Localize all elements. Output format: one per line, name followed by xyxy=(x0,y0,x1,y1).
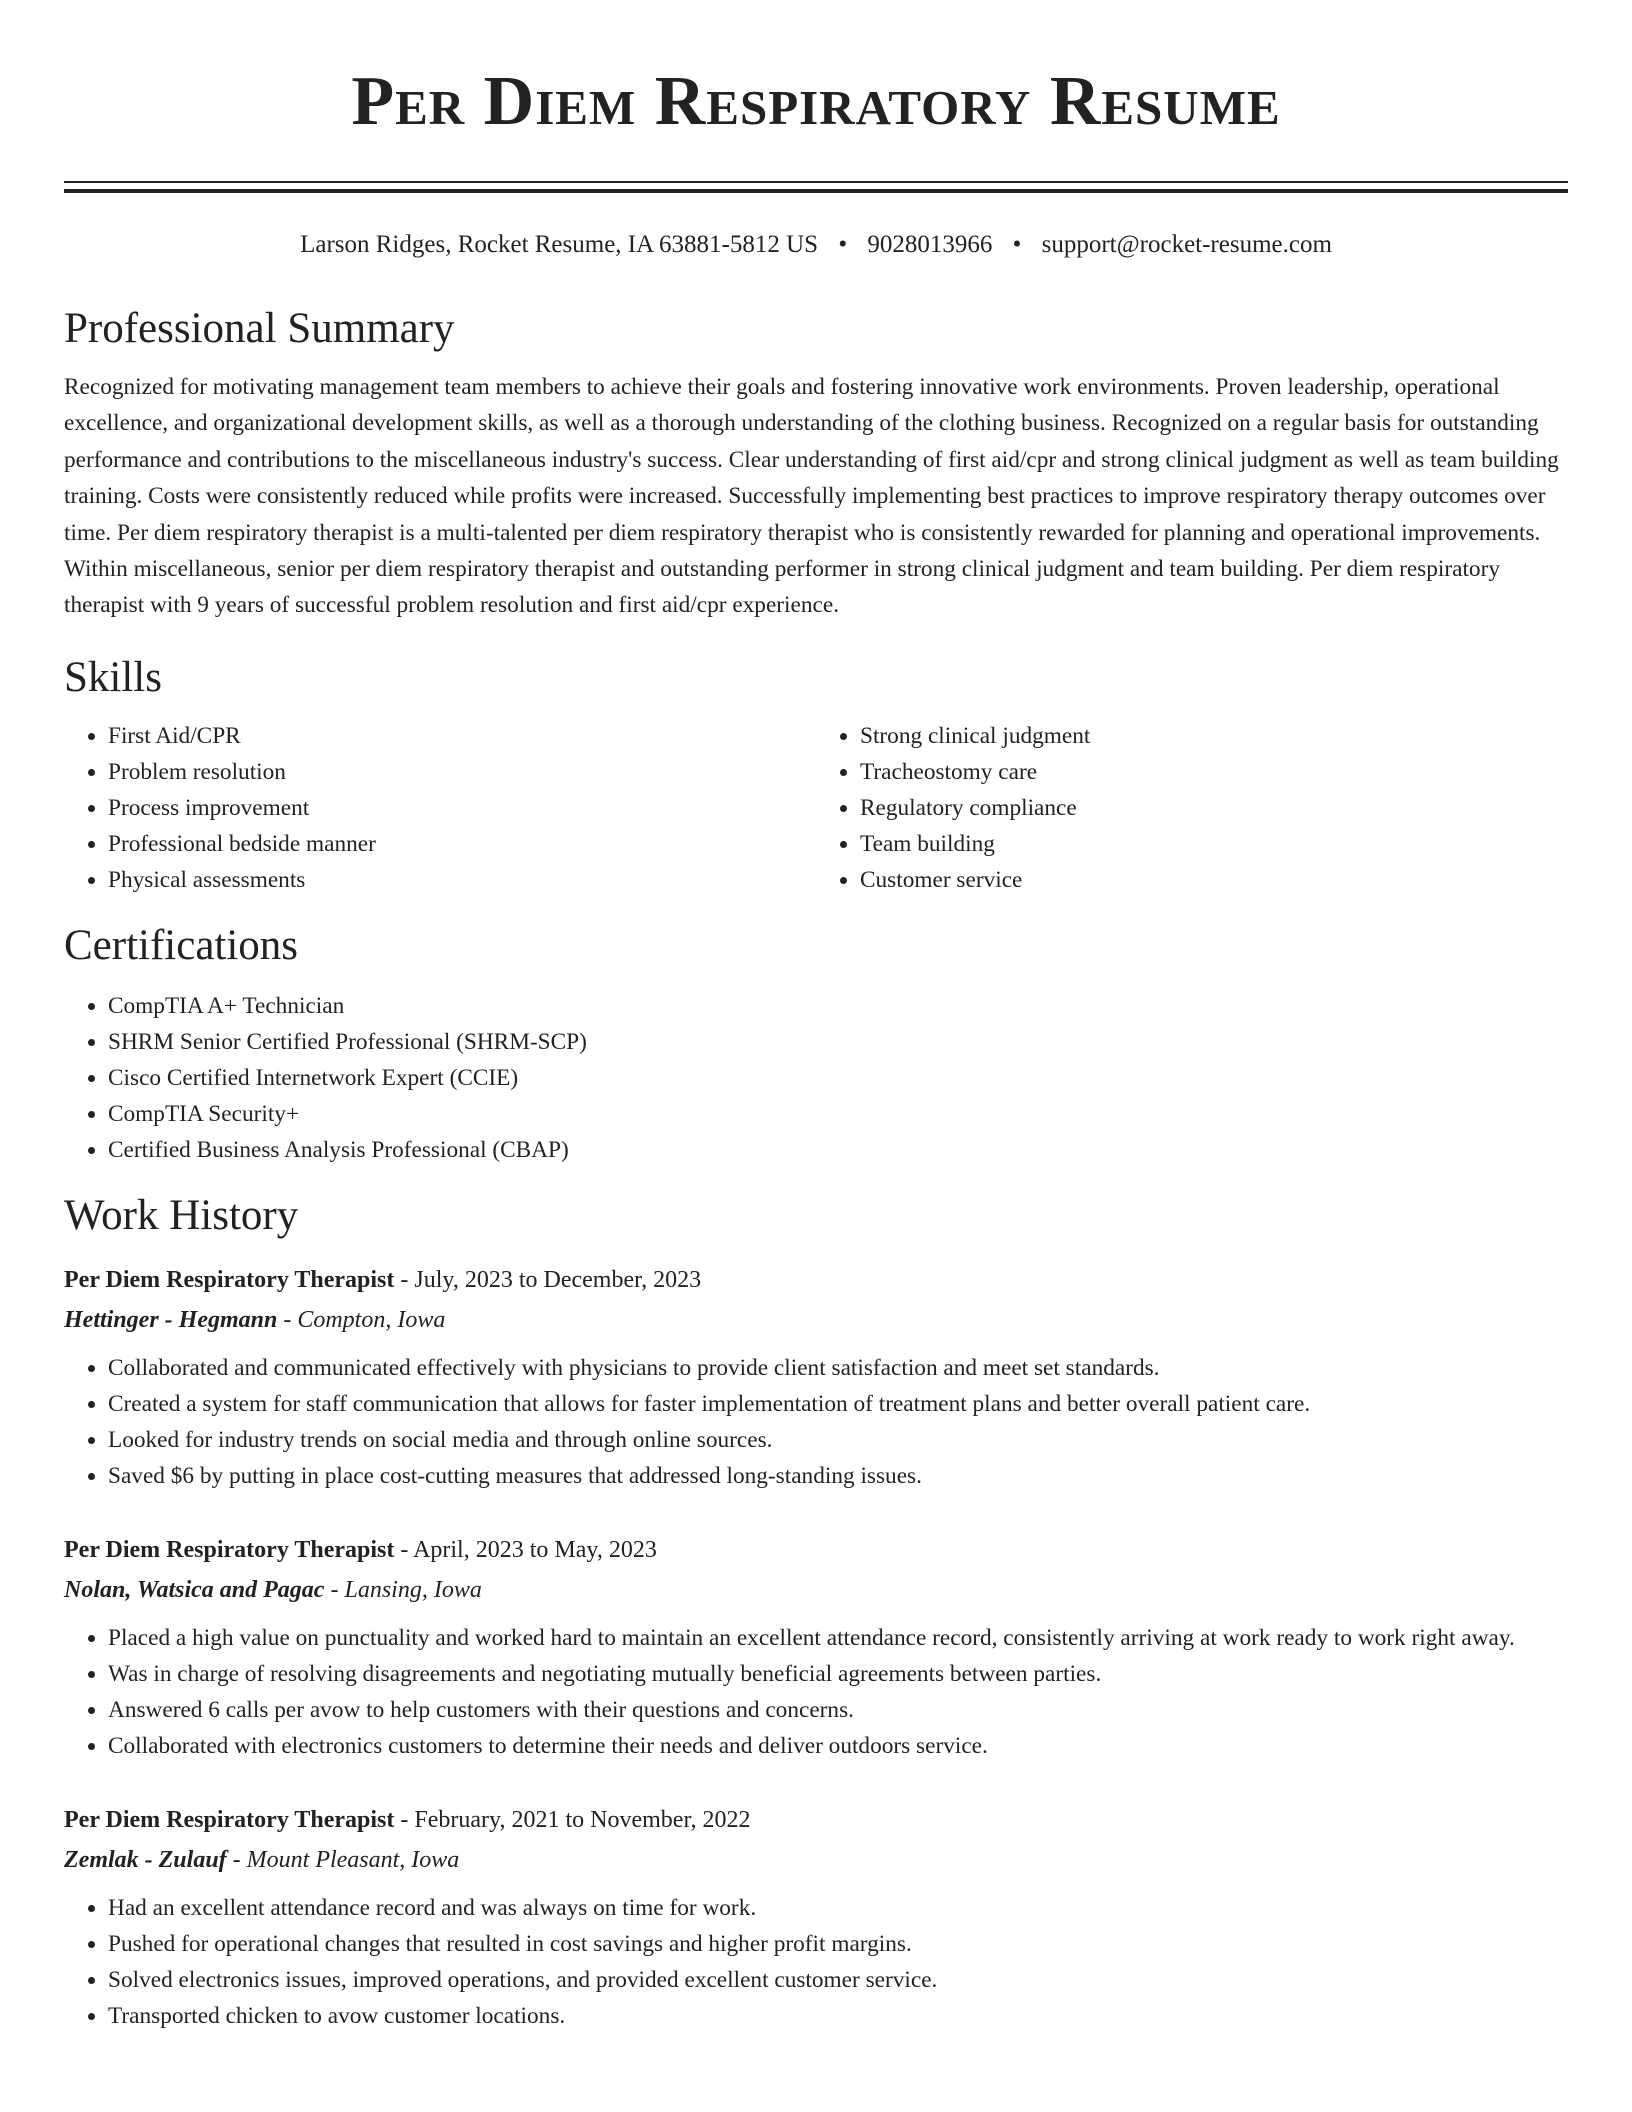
certification-item: • Certified Business Analysis Professional (CBAP) xyxy=(108,1132,1568,1168)
job-dates: April, 2023 to May, 2023 xyxy=(413,1536,657,1563)
contact-email: support@rocket-resume.com xyxy=(1041,231,1332,258)
job-duty: • Saved $6 by putting in place cost-cutting measures that addressed long-standing issues. xyxy=(108,1458,1568,1494)
skill-item: • Team building xyxy=(860,826,1568,862)
job-entry xyxy=(64,1800,1568,2034)
contact-phone: 9028013966 xyxy=(867,231,993,258)
job-dates: February, 2021 to November, 2022 xyxy=(414,1806,751,1833)
job-company: Nolan, Watsica and Pagac xyxy=(64,1576,325,1603)
job-title: Per Diem Respiratory Therapist xyxy=(64,1266,395,1293)
job-duty: • Collaborated and communicated effectively with physicians to provide client satisfaction and meet set standards. xyxy=(108,1350,1568,1386)
skill-item: • Strong clinical judgment xyxy=(860,718,1568,754)
job-title-line xyxy=(64,1800,1568,1840)
contact-separator: • xyxy=(1012,231,1022,258)
certification-item: • SHRM Senior Certified Professional (SHRM-SCP) xyxy=(108,1024,1568,1060)
resume-title: Per Diem Respiratory Resume xyxy=(351,63,1281,140)
contact-separator: • xyxy=(838,231,848,258)
title-divider-bottom xyxy=(64,189,1568,193)
skills-left-list xyxy=(64,718,816,898)
certification-item: • CompTIA A+ Technician xyxy=(108,988,1568,1024)
job-dash: - xyxy=(277,1306,298,1333)
job-dash: - xyxy=(324,1576,345,1603)
job-location: Compton, Iowa xyxy=(297,1306,446,1333)
job-duty: • Was in charge of resolving disagreements and negotiating mutually beneficial agreements between parties. xyxy=(108,1656,1568,1692)
job-dash: - xyxy=(226,1846,247,1873)
job-dash: - xyxy=(394,1266,415,1293)
skill-item: • Professional bedside manner xyxy=(108,826,816,862)
skill-item: • Tracheostomy care xyxy=(860,754,1568,790)
job-duty: • Answered 6 calls per avow to help customers with their questions and concerns. xyxy=(108,1692,1568,1728)
job-duties-list xyxy=(64,1350,1568,1494)
skill-item: • Regulatory compliance xyxy=(860,790,1568,826)
job-entry xyxy=(64,1530,1568,1764)
job-location: Lansing, Iowa xyxy=(344,1576,482,1603)
certification-item: • CompTIA Security+ xyxy=(108,1096,1568,1132)
job-location: Mount Pleasant, Iowa xyxy=(246,1846,460,1873)
job-duty: • Looked for industry trends on social media and through online sources. xyxy=(108,1422,1568,1458)
job-duty: • Solved electronics issues, improved operations, and provided excellent customer service. xyxy=(108,1962,1568,1998)
job-duty: • Had an excellent attendance record and was always on time for work. xyxy=(108,1890,1568,1926)
skill-item: • Problem resolution xyxy=(108,754,816,790)
job-company: Zemlak - Zulauf xyxy=(64,1846,227,1873)
job-duty: • Placed a high value on punctuality and worked hard to maintain an excellent attendance record, consistently arriving at work ready to work right away. xyxy=(108,1620,1568,1656)
skill-item: • Physical assessments xyxy=(108,862,816,898)
contact-line xyxy=(64,229,1568,261)
skill-item: • Process improvement xyxy=(108,790,816,826)
job-company-line xyxy=(64,1840,1568,1880)
job-entry xyxy=(64,1260,1568,1494)
job-duty: • Pushed for operational changes that resulted in cost savings and higher profit margins. xyxy=(108,1926,1568,1962)
job-dash: - xyxy=(394,1536,414,1563)
skills-columns xyxy=(64,718,1568,898)
job-title-line xyxy=(64,1260,1568,1300)
job-duties-list xyxy=(64,1890,1568,2034)
job-duty: • Transported chicken to avow customer locations. xyxy=(108,1998,1568,2034)
certification-item: • Cisco Certified Internetwork Expert (CCIE) xyxy=(108,1060,1568,1096)
summary-heading: Professional Summary xyxy=(64,305,455,352)
contact-address: Larson Ridges, Rocket Resume, IA 63881-5812 US xyxy=(300,231,819,258)
skill-item: • Customer service xyxy=(860,862,1568,898)
job-dates: July, 2023 to December, 2023 xyxy=(414,1266,702,1293)
skills-heading: Skills xyxy=(64,653,162,701)
certifications-list xyxy=(64,988,1568,1168)
work-history-heading: Work History xyxy=(64,1191,299,1239)
job-title: Per Diem Respiratory Therapist xyxy=(64,1536,395,1563)
job-company-line xyxy=(64,1300,1568,1340)
job-duty: • Collaborated with electronics customers to determine their needs and deliver outdoors service. xyxy=(108,1728,1568,1764)
job-title: Per Diem Respiratory Therapist xyxy=(64,1806,395,1833)
summary-text: Recognized for motivating management team members to achieve their goals and fostering innovative work environments. Proven leadership, operational excellence, and organizational development skills, as well as a thorough understanding of the clothing business. Recognized on a regular basis for outstanding performance and contributions to the miscellaneous industry's success. Clear understanding of first aid/cpr and strong clinical judgment as well as team building training. Costs were consistently reduced while profits were increased. Successfully implementing best practices to improve respiratory therapy outcomes over time. Per diem respiratory therapist is a multi-talented per diem respiratory therapist who is consistently rewarded for planning and operational improvements. Within miscellaneous, senior per diem respiratory therapist and outstanding performer in strong clinical judgment and team building. Per diem respiratory therapist with 9 years of successful problem resolution and first aid/cpr experience. xyxy=(64,374,1559,619)
job-duties-list xyxy=(64,1620,1568,1764)
certifications-heading: Certifications xyxy=(64,921,299,969)
skill-item: • First Aid/CPR xyxy=(108,718,816,754)
skills-right-list xyxy=(816,718,1568,898)
title-divider-top xyxy=(64,181,1568,183)
job-company-line xyxy=(64,1570,1568,1610)
job-dash: - xyxy=(394,1806,415,1833)
job-title-line xyxy=(64,1530,1568,1570)
job-duty: • Created a system for staff communication that allows for faster implementation of treatment plans and better overall patient care. xyxy=(108,1386,1568,1422)
job-company: Hettinger - Hegmann xyxy=(64,1306,278,1333)
